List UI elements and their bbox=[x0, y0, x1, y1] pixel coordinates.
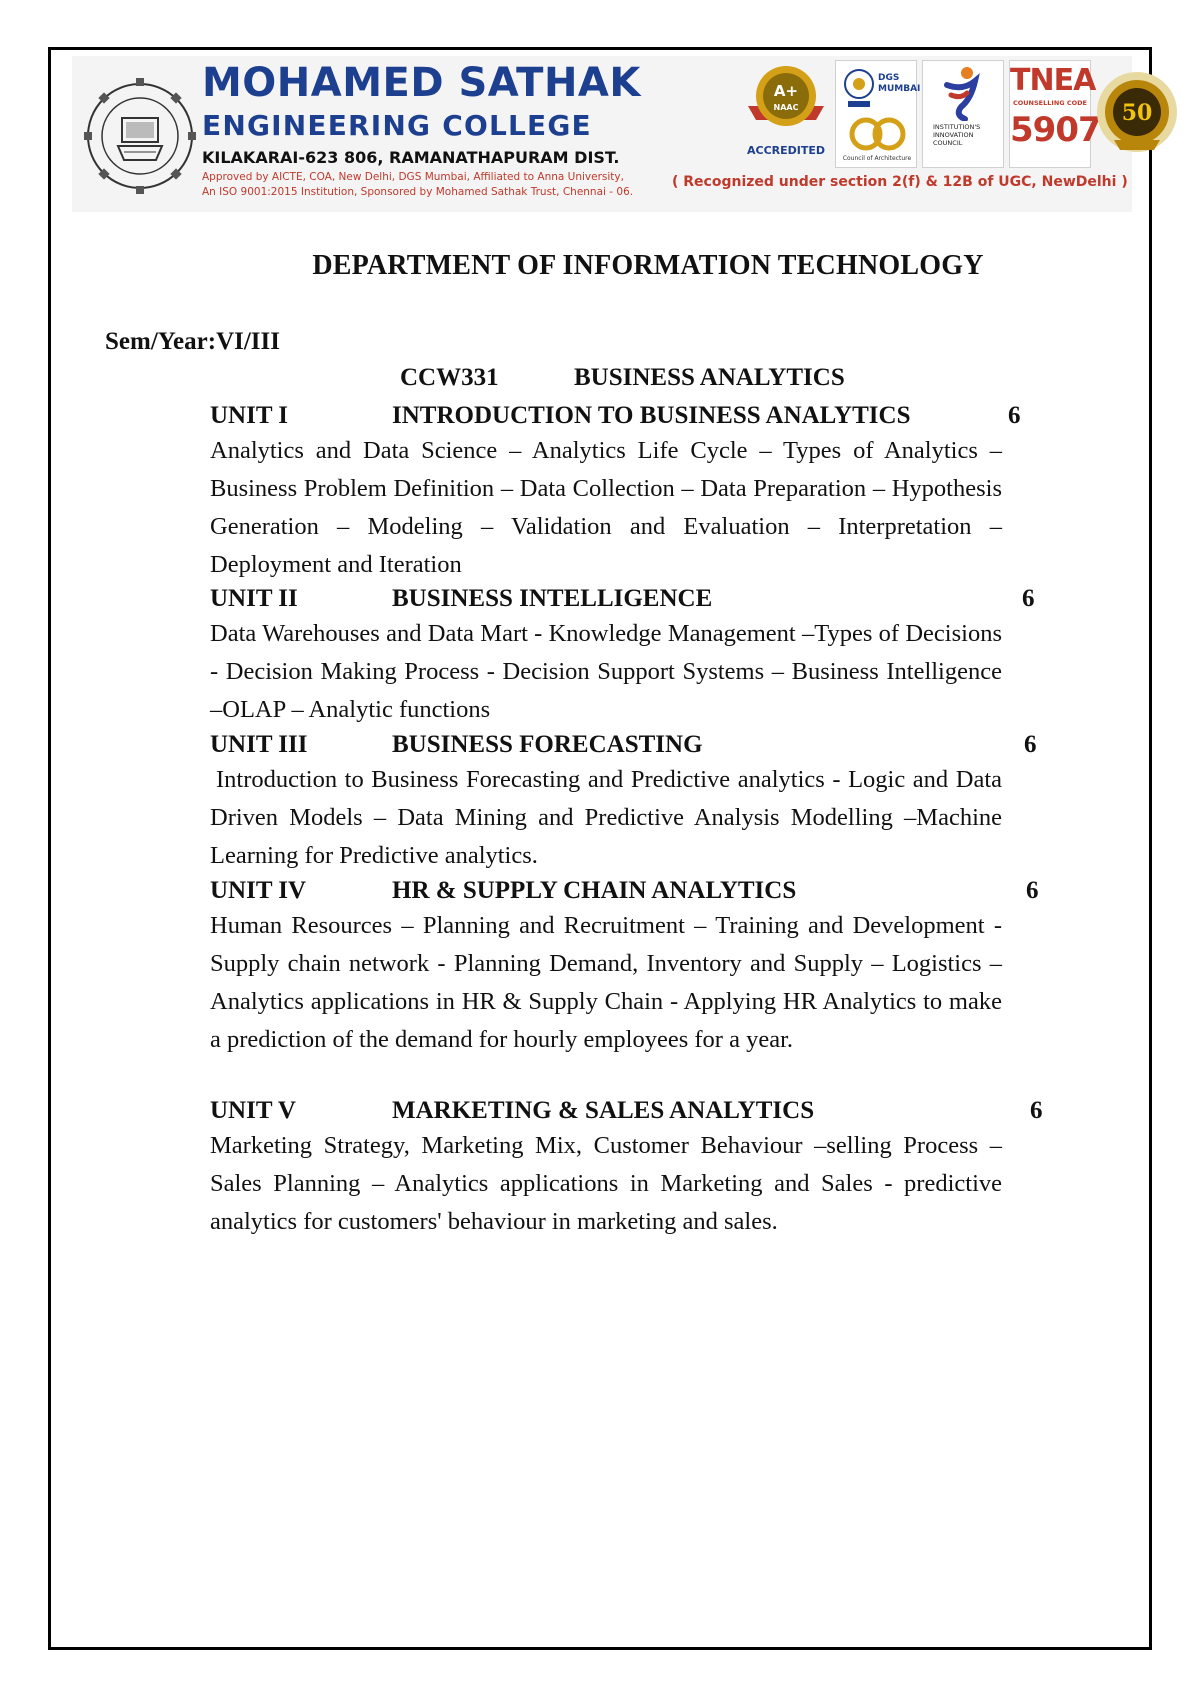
unit-number: UNIT IV bbox=[210, 877, 307, 904]
unit-hours: 6 bbox=[1024, 731, 1037, 758]
coa-logo-icon bbox=[848, 115, 906, 153]
unit-title: INTRODUCTION TO BUSINESS ANALYTICS bbox=[392, 402, 911, 429]
tnea-subtitle: COUNSELLING CODE bbox=[1012, 99, 1087, 107]
approval-line-2: An ISO 9001:2015 Institution, Sponsored by Mohamed Sathak Trust, Chennai - 06. bbox=[202, 186, 634, 198]
unit-hours: 6 bbox=[1022, 585, 1035, 612]
iic-badge bbox=[922, 60, 1004, 168]
unit-section bbox=[210, 1095, 1043, 1241]
college-name-subtitle: ENGINEERING COLLEGE bbox=[202, 109, 592, 142]
unit-section bbox=[210, 729, 1040, 875]
dgs-coa-badge bbox=[835, 60, 921, 168]
college-seal-icon bbox=[84, 64, 196, 204]
unit-heading bbox=[210, 1095, 1043, 1127]
unit-hours: 6 bbox=[1030, 1097, 1043, 1124]
college-header-banner bbox=[72, 56, 1153, 212]
unit-heading bbox=[210, 875, 1040, 907]
tnea-title: TNEA bbox=[1010, 63, 1096, 98]
naac-badge bbox=[742, 60, 830, 168]
department-title: DEPARTMENT OF INFORMATION TECHNOLOGY bbox=[312, 250, 984, 281]
tnea-badge bbox=[1009, 60, 1101, 168]
course-code: CCW331 bbox=[400, 364, 499, 391]
anniversary-number: 50 bbox=[1121, 100, 1153, 126]
unit-heading bbox=[210, 583, 1040, 615]
naac-grade: A+ bbox=[773, 82, 799, 100]
college-name: MOHAMED SATHAK bbox=[202, 60, 641, 106]
unit-heading bbox=[210, 729, 1040, 761]
anniversary-badge bbox=[1094, 60, 1180, 168]
unit-content: Data Warehouses and Data Mart - Knowledge Management –Types of Decisions - Decision Making Process - Decision Support Systems – Business Intelligence –OLAP – Analytic functions bbox=[210, 620, 1002, 723]
unit-title: BUSINESS INTELLIGENCE bbox=[392, 585, 713, 612]
coa-label: Council of Architecture bbox=[842, 155, 912, 162]
approval-line-1: Approved by AICTE, COA, New Delhi, DGS Mumbai, Affiliated to Anna University, bbox=[202, 171, 624, 183]
unit-content: Introduction to Business Forecasting and Predictive analytics - Logic and Data Driven Models – Data Mining and Predictive Analysis Modelling –Machine Learning for Predictive analytics. bbox=[210, 766, 1002, 869]
unit-title: MARKETING & SALES ANALYTICS bbox=[392, 1097, 815, 1124]
naac-name: NAAC bbox=[773, 103, 799, 112]
dgs-label: DGS MUMBAI bbox=[878, 73, 921, 94]
unit-title: HR & SUPPLY CHAIN ANALYTICS bbox=[392, 877, 797, 904]
college-address: KILAKARAI-623 806, RAMANATHAPURAM DIST. bbox=[202, 148, 620, 167]
iic-logo-icon bbox=[941, 65, 987, 121]
course-heading bbox=[400, 364, 845, 392]
accreditation-badges bbox=[742, 60, 1153, 170]
tnea-code: 5907 bbox=[1010, 110, 1101, 150]
unit-number: UNIT V bbox=[210, 1097, 296, 1124]
unit-title: BUSINESS FORECASTING bbox=[392, 731, 703, 758]
unit-number: UNIT I bbox=[210, 402, 289, 429]
iic-label: INSTITUTION'S INNOVATION COUNCIL bbox=[933, 123, 981, 147]
unit-hours: 6 bbox=[1008, 402, 1021, 429]
unit-heading bbox=[210, 400, 1040, 432]
semester-year: Sem/Year:VI/III bbox=[105, 328, 280, 355]
unit-content: Marketing Strategy, Marketing Mix, Customer Behaviour –selling Process – Sales Planning – Analytics applications in Marketing and Sales - predictive analytics for customers' behaviour in marketing and sales. bbox=[210, 1132, 1002, 1235]
dgs-emblem-icon bbox=[842, 67, 876, 111]
unit-hours: 6 bbox=[1026, 877, 1039, 904]
ugc-recognition-note: ( Recognized under section 2(f) & 12B of UGC, NewDelhi ) bbox=[672, 174, 1128, 190]
unit-content: Analytics and Data Science – Analytics Life Cycle – Types of Analytics – Business Problem Definition – Data Collection – Data Preparation – Hypothesis Generation – Modeling – Validation and Evaluation – Interpretation – Deployment and Iteration bbox=[210, 437, 1002, 578]
unit-section bbox=[210, 583, 1040, 729]
naac-medal-icon bbox=[742, 60, 830, 144]
unit-section bbox=[210, 875, 1040, 1059]
anniversary-seal-icon bbox=[1094, 60, 1180, 168]
unit-number: UNIT III bbox=[210, 731, 308, 758]
course-title: BUSINESS ANALYTICS bbox=[574, 364, 845, 391]
unit-content: Human Resources – Planning and Recruitment – Training and Development - Supply chain network - Planning Demand, Inventory and Supply – Logistics – Analytics applications in HR & Supply Chain - Applying HR Analytics to make a prediction of the demand for hourly employees for a year. bbox=[210, 912, 1002, 1053]
naac-accredited-label: ACCREDITED bbox=[746, 144, 825, 157]
unit-section bbox=[210, 400, 1040, 584]
unit-number: UNIT II bbox=[210, 585, 298, 612]
